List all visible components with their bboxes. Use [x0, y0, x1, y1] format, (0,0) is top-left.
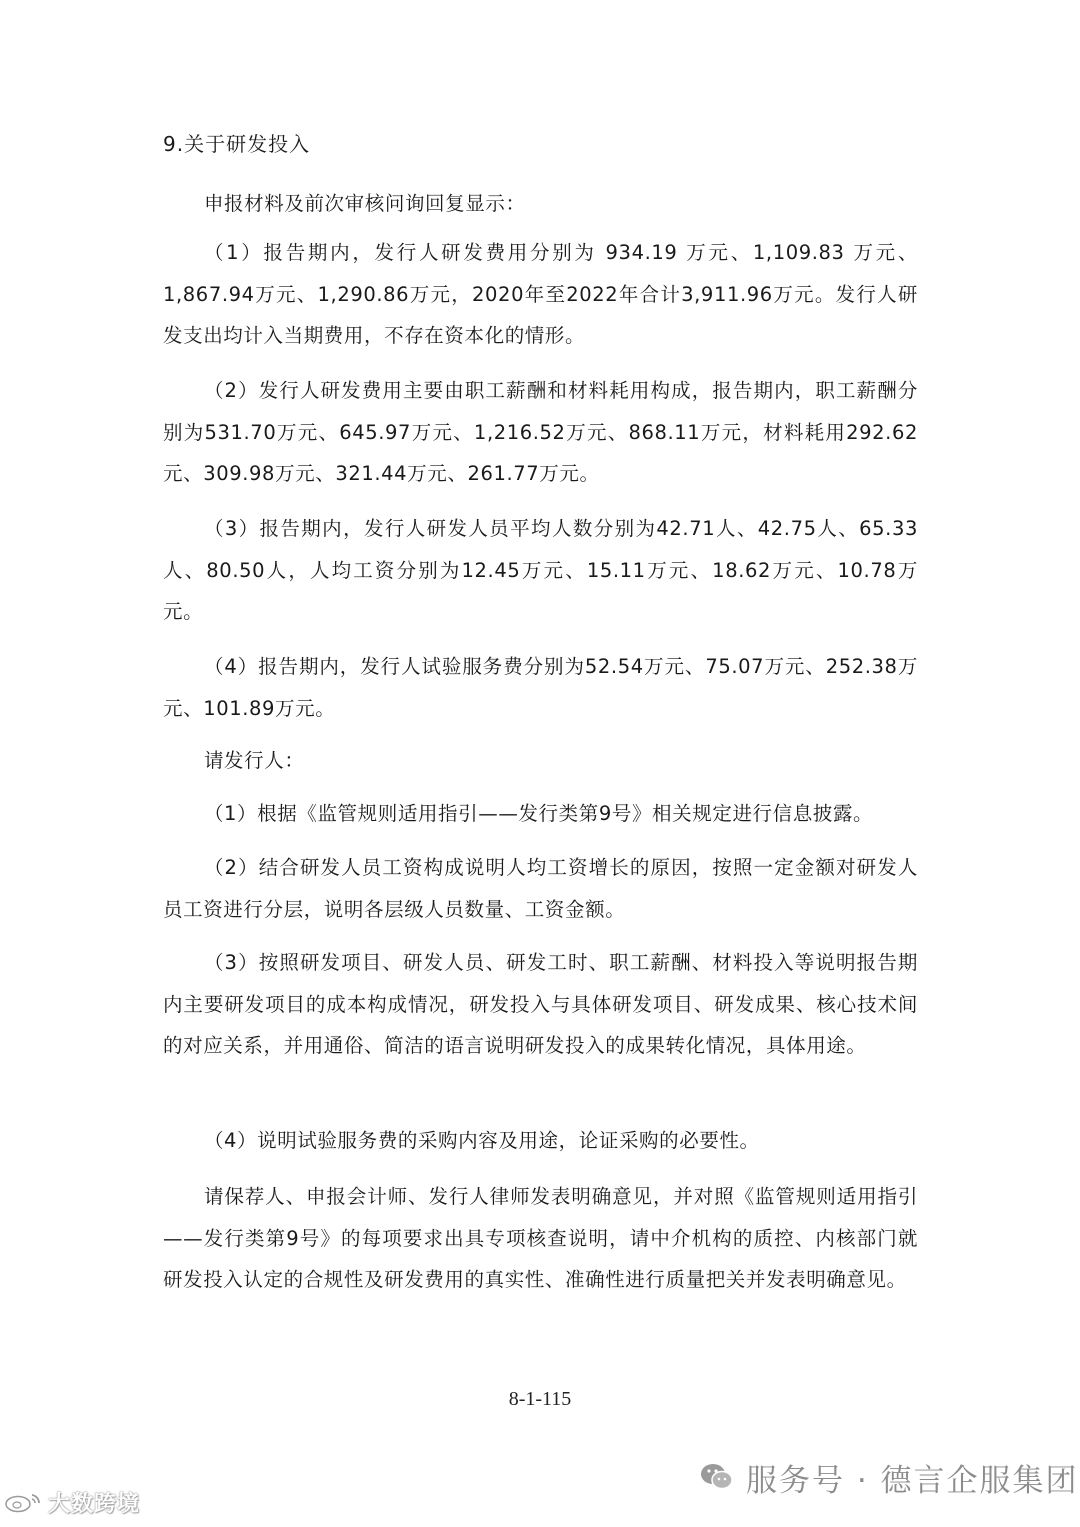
watermark-service-account: [700, 1455, 1079, 1499]
watermark-weibo-text: 大数跨境: [48, 1491, 141, 1517]
page-number: 8-1-115: [508, 1388, 572, 1410]
watermark-service-text: 服务号 · 德言企服集团: [746, 1462, 1079, 1499]
paragraph-request: 请发行人：: [203, 749, 305, 772]
paragraph-request-3: （3）按照研发项目、研发人员、研发工时、职工薪酬、材料投入等说明报告期内主要研发项目的成本构成情况，研发投入与具体研发项目、研发成果、核心技术间的对应关系，并用通俗、简洁的语言说明研发投入的成果转化情况，具体用途。: [163, 951, 918, 1057]
paragraph-item-4: （4）报告期内，发行人试验服务费分别为52.54万元、75.07万元、252.38万元、101.89万元。: [163, 655, 918, 720]
paragraph-request-2: （2）结合研发人员工资构成说明人均工资增长的原因，按照一定金额对研发人员工资进行分层，说明各层级人员数量、工资金额。: [163, 856, 918, 921]
paragraph-item-2: （2）发行人研发费用主要由职工薪酬和材料耗用构成，报告期内，职工薪酬分别为531.70万元、645.97万元、1,216.52万元、868.11万元，材料耗用292.62 元、309.98万元、321.44万元、261.77万元。: [163, 379, 918, 485]
section-heading: 9.关于研发投入: [163, 132, 311, 156]
paragraph-item-3: （3）报告期内，发行人研发人员平均人数分别为42.71人、42.75人、65.33人、80.50人，人均工资分别为12.45万元、15.11万元、18.62万元、10.78万元。: [163, 517, 918, 623]
paragraph-sponsor: 请保荐人、申报会计师、发行人律师发表明确意见，并对照《监管规则适用指引——发行类第9号》的每项要求出具专项核查说明，请中介机构的质控、内核部门就研发投入认定的合规性及研发费用的真实性、准确性进行质量把关并发表明确意见。: [163, 1185, 918, 1291]
watermark-weibo: [4, 1486, 140, 1518]
paragraph-request-1: （1）根据《监管规则适用指引——发行类第9号》相关规定进行信息披露。: [203, 802, 874, 825]
paragraph-request-4: （4）说明试验服务费的采购内容及用途，论证采购的必要性。: [203, 1129, 760, 1152]
weibo-icon: [4, 1491, 44, 1513]
paragraph-intro: 申报材料及前次审核问询回复显示：: [203, 192, 526, 215]
paragraph-item-1: （1）报告期内，发行人研发费用分别为 934.19 万元、1,109.83 万元、1,867.94万元、1,290.86万元，2020年至2022年合计3,911.96万元。发行人研发支出均计入当期费用，不存在资本化的情形。: [163, 241, 918, 347]
wechat-icon: [700, 1462, 734, 1492]
